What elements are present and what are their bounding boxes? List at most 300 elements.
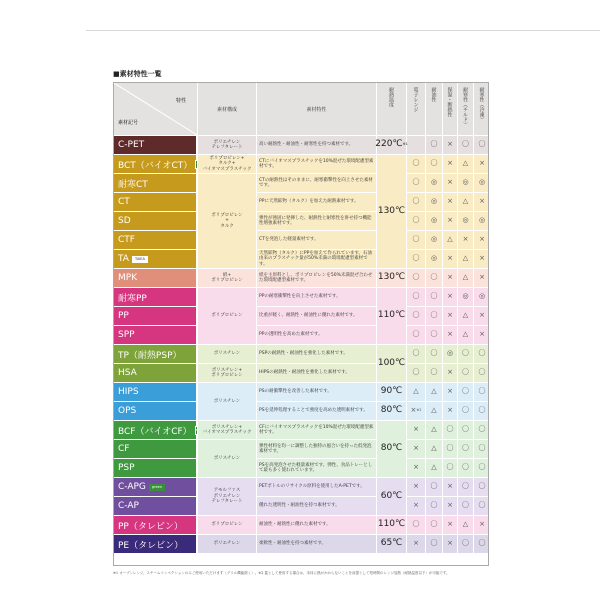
desc-value: PPの耐寒衝撃性を向上させた素材です。 [259, 294, 341, 300]
oil-value: △ [431, 387, 437, 396]
freeze-value: 〇 [478, 539, 486, 548]
rating-range [406, 231, 425, 249]
freeze-value: 〇 [478, 368, 486, 377]
heat-value: × [447, 216, 453, 225]
material-desc [256, 288, 376, 306]
chill-value: △ [462, 273, 469, 282]
comp-text: ポリスチレン+ バイオマスプラスチック [202, 424, 252, 435]
rating-heat [442, 155, 457, 173]
range-value: 〇 [412, 273, 420, 282]
rating-chill [457, 364, 473, 382]
top-rule [86, 30, 600, 31]
table-row [114, 287, 489, 306]
heat-value: × [447, 330, 453, 339]
range-value: × [413, 425, 419, 434]
header-col-freeze: 耐寒性（冷凍） [473, 83, 489, 135]
footnote: ※1 オーブンレンジ、スチームコンベクションのみご使用いただけます（グリル機能除く）。※2 蓋として使用する場合は、本体に熱がかからないことを前提として短時間のレンジ加熱（耐熱温度以下）が可能です。 [113, 571, 450, 575]
material-composition [197, 420, 256, 439]
rating-freeze [473, 326, 489, 344]
oil-value: ◎ [430, 235, 438, 244]
heat-resistance-temp [376, 382, 406, 401]
rating-chill [457, 478, 473, 496]
chill-value: 〇 [462, 463, 469, 472]
heat-value: × [447, 406, 453, 415]
material-composition [197, 135, 256, 154]
table-row [114, 455, 489, 477]
rating-freeze [473, 231, 489, 249]
material-desc [256, 478, 376, 496]
range-value: 〇 [412, 311, 420, 320]
desc-value: CTを発泡した軽量素材です。 [259, 237, 319, 243]
chill-value: 〇 [462, 501, 469, 510]
chill-value: × [462, 235, 469, 244]
comp-text: ポリプロピレン+ タルク+ バイオマスプラスチック [202, 155, 252, 172]
material-composition [197, 154, 256, 173]
freeze-value: 〇 [478, 482, 486, 491]
temp-text: 80℃ [380, 405, 403, 416]
range-value: × [413, 444, 419, 453]
heat-resistance-temp [376, 401, 406, 420]
material-desc [256, 345, 376, 363]
header-kigo: 素材記号 [118, 120, 139, 126]
rating-range [406, 421, 425, 439]
material-desc [256, 326, 376, 344]
material-name [114, 155, 197, 173]
material-name [114, 497, 197, 515]
rating-oil [425, 478, 442, 496]
oil-value: 〇 [430, 539, 438, 548]
rating-freeze [473, 193, 489, 211]
freeze-value: × [479, 520, 485, 529]
oil-value: ◎ [430, 254, 438, 263]
rating-heat [442, 212, 457, 230]
rating-range [406, 516, 425, 534]
rating-oil [425, 212, 442, 230]
freeze-value: 〇 [478, 406, 486, 415]
range-value: × [413, 501, 419, 510]
oil-value: 〇 [430, 292, 438, 301]
material-desc [256, 231, 376, 249]
rating-oil [425, 193, 442, 211]
desc-value: 弾性が強固に発揮した、耐熱性と耐寒性を併せ持つ機能性増強素材です。 [259, 215, 372, 226]
comp-text: ポリプロピレン + タルク [211, 212, 243, 229]
range-value: 〇 [412, 235, 420, 244]
freeze-value: × [479, 254, 485, 263]
table-row [114, 398, 489, 420]
rating-range [406, 307, 425, 325]
heat-value: × [447, 520, 453, 529]
temp-text: 110℃ [377, 310, 406, 321]
rating-oil [425, 174, 442, 192]
rating-chill [457, 459, 473, 477]
rating-chill [457, 421, 473, 439]
oil-value: 〇 [430, 349, 438, 358]
oil-value: 〇 [430, 159, 438, 168]
rating-freeze [473, 478, 489, 496]
rating-oil [425, 345, 442, 363]
rating-oil [425, 497, 442, 515]
heat-value: × [447, 178, 453, 187]
heat-value: × [447, 387, 453, 396]
material-desc [256, 402, 376, 420]
material-name-text: TP（耐熱PSP） [118, 350, 182, 361]
heat-value: × [447, 254, 453, 263]
rating-range [406, 459, 425, 477]
rating-range [406, 326, 425, 344]
chill-value: 〇 [462, 140, 469, 149]
chill-value: 〇 [462, 349, 469, 358]
rating-chill [457, 288, 473, 306]
rating-range [406, 136, 425, 154]
material-desc [256, 459, 376, 477]
heat-value: × [447, 501, 453, 510]
heat-resistance-temp [376, 268, 406, 287]
freeze-value: 〇 [478, 140, 486, 149]
chill-value: △ [462, 330, 469, 339]
heat-value: △ [447, 235, 453, 244]
material-name-text: PP [118, 311, 129, 321]
rating-oil [425, 421, 442, 439]
oil-value: △ [431, 444, 437, 453]
table-row [114, 382, 489, 401]
table-row [114, 249, 489, 268]
material-name [114, 402, 197, 420]
rating-chill [457, 535, 473, 553]
rating-heat [442, 269, 457, 287]
table-row [114, 192, 489, 211]
rating-heat [442, 478, 457, 496]
rating-range [406, 440, 425, 458]
material-name [114, 136, 197, 154]
heat-value: × [447, 368, 453, 377]
table-row [114, 344, 489, 363]
material-name [114, 174, 197, 192]
material-name [114, 307, 197, 325]
range-value: × [410, 406, 417, 415]
range-value: × [413, 463, 419, 472]
rating-range [406, 535, 425, 553]
header-col-oil: 耐油性 [425, 83, 442, 135]
material-name-text: OPS [118, 406, 137, 416]
rating-heat [442, 383, 457, 401]
rating-chill [457, 383, 473, 401]
material-name [114, 383, 197, 401]
freeze-value: 〇 [478, 349, 486, 358]
table-row [114, 135, 489, 154]
rating-oil [425, 269, 442, 287]
header-diagonal [114, 83, 197, 135]
rating-heat [442, 288, 457, 306]
desc-value: PSPの耐熱性・耐油性を強化した素材です。 [259, 351, 348, 357]
rating-oil [425, 440, 442, 458]
rating-heat [442, 345, 457, 363]
desc-value: HIPSの耐熱性・耐油性を強化した素材です。 [259, 370, 350, 376]
oil-value: 〇 [430, 368, 438, 377]
rating-heat [442, 326, 457, 344]
oil-value: ◎ [430, 216, 438, 225]
chill-value: 〇 [462, 482, 469, 491]
range-value: 〇 [412, 349, 420, 358]
material-name-text: PP（タレビン） [118, 521, 183, 532]
heat-value: × [447, 159, 453, 168]
rating-range [406, 174, 425, 192]
chill-value: △ [462, 197, 469, 206]
heat-value: 〇 [446, 463, 454, 472]
heat-resistance-temp [376, 287, 406, 344]
material-name-text: CF [118, 444, 130, 454]
table-row [114, 173, 489, 192]
rating-range [406, 402, 425, 420]
material-composition [197, 268, 256, 287]
material-name [114, 269, 197, 287]
table-row [114, 230, 489, 249]
freeze-value: × [479, 159, 485, 168]
material-name-text: PSP [118, 463, 135, 473]
material-name [114, 288, 197, 306]
chill-value: △ [462, 311, 469, 320]
heat-value: × [447, 292, 453, 301]
desc-value: 柔軟性・耐油性を持つ素材です。 [259, 541, 327, 547]
material-name [114, 459, 197, 477]
material-name-text: MPK [118, 273, 138, 283]
freeze-value: 〇 [478, 444, 486, 453]
comp-text: ポリスチレン [213, 351, 241, 357]
rating-range [406, 345, 425, 363]
range-value: 〇 [412, 330, 420, 339]
rating-heat [442, 402, 457, 420]
rating-oil [425, 535, 442, 553]
heat-value: ◎ [446, 349, 454, 358]
rating-range [406, 288, 425, 306]
rating-range [406, 383, 425, 401]
rating-freeze [473, 136, 489, 154]
material-composition [197, 382, 256, 420]
chill-value: ◎ [462, 178, 469, 187]
oil-value: ◎ [430, 178, 438, 187]
chill-value: 〇 [462, 444, 469, 453]
heat-value: × [447, 482, 453, 491]
range-value: 〇 [412, 216, 420, 225]
material-desc [256, 364, 376, 382]
rating-heat [442, 231, 457, 249]
material-desc [256, 155, 376, 173]
freeze-value: 〇 [478, 387, 486, 396]
temp-text: 220℃ [375, 139, 403, 150]
temp-note: ※1 [402, 142, 408, 147]
oil-value: 〇 [430, 140, 438, 149]
header-col-chill: 耐寒性（チルド） [457, 83, 473, 135]
rating-heat [442, 459, 457, 477]
material-name-text: 耐寒PP [118, 293, 147, 304]
rating-chill [457, 136, 473, 154]
heat-value: 〇 [446, 444, 454, 453]
freeze-value: ◎ [478, 216, 486, 225]
material-name [114, 440, 197, 458]
material-name [114, 250, 197, 268]
heat-resistance-temp [376, 534, 406, 553]
rating-heat [442, 136, 457, 154]
temp-text: 100℃ [377, 357, 406, 368]
material-composition [197, 173, 256, 268]
material-name-text: HSA [118, 368, 137, 378]
chill-value: △ [462, 254, 469, 263]
rating-heat [442, 307, 457, 325]
temp-text: 90℃ [380, 386, 403, 397]
rating-heat [442, 364, 457, 382]
page-title: ■素材特性一覧 [113, 70, 162, 78]
material-desc [256, 497, 376, 515]
heat-resistance-temp [376, 477, 406, 515]
rating-range [406, 193, 425, 211]
rating-oil [425, 516, 442, 534]
oil-value: 〇 [430, 330, 438, 339]
rating-range [406, 155, 425, 173]
rating-chill [457, 497, 473, 515]
material-composition [197, 439, 256, 477]
temp-text: 60℃ [380, 490, 403, 501]
rating-chill [457, 516, 473, 534]
material-name-text: BCF（バイオCF） [118, 426, 192, 437]
material-name [114, 193, 197, 211]
rating-freeze [473, 155, 489, 173]
rating-heat [442, 535, 457, 553]
desc-value: 比重が軽く、耐熱性・耐油性に優れた素材です。 [259, 313, 358, 319]
desc-value: CTの耐熱性はそのままに、耐寒衝撃性を向上させた素材です。 [259, 177, 373, 188]
rating-heat [442, 516, 457, 534]
rating-freeze [473, 250, 489, 268]
heat-resistance-temp [376, 420, 406, 477]
rating-chill [457, 155, 473, 173]
range-value: × [413, 482, 419, 491]
oil-value: 〇 [430, 482, 438, 491]
header-col-heat: 保温・断熱性 [442, 83, 457, 135]
comp-text: ポリスチレン+ ポリプロピレン [211, 367, 243, 378]
material-name-text: HIPS [118, 387, 139, 397]
oil-value: ◎ [430, 197, 438, 206]
desc-value: CTにバイオマスプラスチックを10%混ぜた環境配慮型素材です。 [259, 158, 374, 169]
freeze-value: 〇 [478, 463, 486, 472]
heat-value: × [447, 311, 453, 320]
material-name [114, 326, 197, 344]
temp-text: 110℃ [377, 519, 406, 530]
temp-text: 65℃ [380, 538, 403, 549]
rating-oil [425, 136, 442, 154]
rating-chill [457, 402, 473, 420]
rating-range [406, 212, 425, 230]
rating-chill [457, 174, 473, 192]
comp-text: 紙+ ポリプロピレン [211, 272, 243, 283]
oil-value: 〇 [430, 311, 438, 320]
oil-value: △ [431, 463, 437, 472]
comp-text: ポリスチレン [213, 398, 241, 404]
header-tokusei: 特性 [176, 98, 187, 104]
range-note: ※2 [416, 408, 422, 413]
rating-oil [425, 383, 442, 401]
material-name [114, 478, 197, 496]
comp-text: ポリプロピレン [211, 313, 243, 319]
rating-freeze [473, 535, 489, 553]
rating-heat [442, 193, 457, 211]
rating-chill [457, 440, 473, 458]
rating-heat [442, 250, 457, 268]
material-name [114, 231, 197, 249]
rating-freeze [473, 421, 489, 439]
table-row [114, 477, 489, 496]
material-desc [256, 307, 376, 325]
material-composition [197, 534, 256, 553]
freeze-value: × [479, 330, 485, 339]
rating-freeze [473, 364, 489, 382]
rating-chill [457, 307, 473, 325]
table-row [114, 420, 489, 439]
desc-value: PSを延伸処理することで強度を高めた透明素材です。 [259, 408, 368, 414]
material-name [114, 345, 197, 363]
material-desc [256, 421, 376, 439]
rating-chill [457, 250, 473, 268]
rating-oil [425, 402, 442, 420]
rating-heat [442, 421, 457, 439]
desc-value: 優れた透明性・耐油性を持つ素材です。 [259, 503, 340, 509]
range-value: 〇 [412, 178, 420, 187]
rating-freeze [473, 383, 489, 401]
table-row [114, 154, 489, 173]
material-desc [256, 269, 376, 287]
rating-oil [425, 459, 442, 477]
desc-value: 高い耐熱性・耐油性・耐寒性を持つ素材です。 [259, 142, 354, 148]
material-composition [197, 477, 256, 515]
material-name-text: C-AP [118, 501, 139, 511]
freeze-value: × [479, 273, 485, 282]
freeze-value: ◎ [478, 178, 486, 187]
rating-freeze [473, 402, 489, 420]
rating-chill [457, 326, 473, 344]
material-name-text: SD [118, 216, 131, 226]
rating-freeze [473, 345, 489, 363]
desc-value: CFにバイオマスプラスチックを10%混ぜた環境配慮型素材です。 [259, 424, 374, 435]
oil-value: 〇 [430, 520, 438, 529]
chill-value: 〇 [462, 368, 469, 377]
rating-heat [442, 440, 457, 458]
material-composition [197, 287, 256, 344]
chill-value: 〇 [462, 406, 469, 415]
oil-value: 〇 [430, 273, 438, 282]
material-name-text: C-PET [118, 140, 145, 150]
material-composition [197, 344, 256, 363]
material-name-text: 耐寒CT [118, 179, 148, 190]
rating-chill [457, 345, 473, 363]
table-row [114, 306, 489, 325]
chill-value: ◎ [462, 216, 469, 225]
material-name-text: CT [118, 197, 130, 207]
range-value: 〇 [412, 368, 420, 377]
rating-chill [457, 231, 473, 249]
header-col-comp: 素材構成 [197, 83, 256, 135]
desc-value: 弾性材料を均一に調整した独特の風合いを持った低発泡素材です。 [259, 443, 372, 454]
comp-text: ポリプロピレン [211, 522, 243, 528]
rating-range [406, 250, 425, 268]
header-col-temp: 耐熱温度 [376, 83, 406, 135]
rating-freeze [473, 212, 489, 230]
desc-value: 天然鉱物（タルク）にPPを加えて作られています。石油由来のプラスチック量が50%未満の環境配慮型素材です。 [259, 250, 372, 267]
taiea-mark-icon: TAIEA [132, 256, 148, 263]
material-desc [256, 440, 376, 458]
rating-heat [442, 497, 457, 515]
comp-text: ポリエチレン [213, 541, 241, 547]
heat-resistance-temp [376, 344, 406, 382]
heat-value: × [447, 197, 453, 206]
chill-value: △ [462, 520, 469, 529]
material-desc [256, 212, 376, 230]
